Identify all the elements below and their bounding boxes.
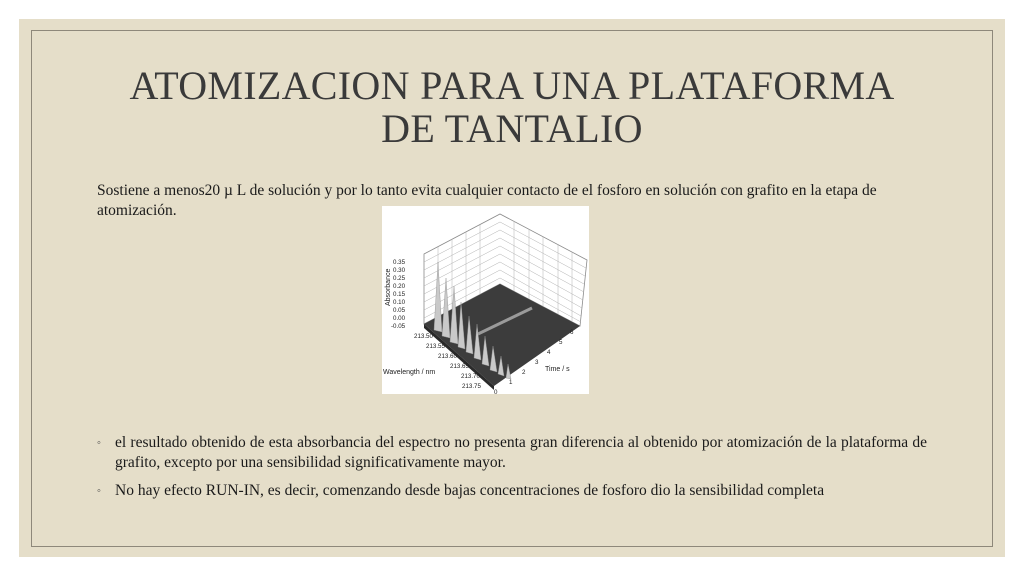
svg-text:213.50: 213.50 [414, 333, 433, 340]
svg-text:0.20: 0.20 [393, 283, 406, 290]
svg-text:0.00: 0.00 [393, 315, 406, 322]
slide [19, 19, 1005, 557]
svg-text:213.60: 213.60 [438, 353, 457, 360]
bullet-text: el resultado obtenido de esta absorbancia del espectro no presenta gran diferencia al obtenido por atomización de la plataforma de grafito, excepto por una sensibilidad significativamente mayor. [115, 434, 927, 471]
svg-text:0.35: 0.35 [393, 259, 406, 266]
svg-text:213.65: 213.65 [450, 363, 469, 370]
bullet-text: No hay efecto RUN-IN, es decir, comenzando desde bajas concentraciones de fosforo dio la sensibilidad completa [115, 482, 825, 499]
absorbance-3d-figure [382, 206, 589, 394]
svg-text:213.55: 213.55 [426, 343, 445, 350]
title-line-1: ATOMIZACION PARA UNA PLATAFORMA [129, 63, 895, 108]
svg-text:0.10: 0.10 [393, 299, 406, 306]
bullet-marker: ◦ [97, 485, 101, 497]
slide-title [19, 64, 1005, 150]
svg-text:2: 2 [522, 369, 526, 376]
svg-text:213.70: 213.70 [461, 373, 480, 380]
svg-text:4: 4 [547, 349, 551, 356]
svg-text:6: 6 [570, 329, 574, 336]
bullet-item [97, 433, 927, 473]
z-axis-label: Absorbance [385, 268, 392, 306]
svg-text:-0.05: -0.05 [391, 323, 406, 330]
bullet-item [97, 481, 927, 501]
bullet-list [97, 433, 927, 509]
time-axis-label: Time / s [545, 366, 570, 373]
svg-text:0.05: 0.05 [393, 307, 406, 314]
intro-text: Sostiene a menos20 µ L de solución y por lo tanto evita cualquier contacto de el fosforo en solución con grafito en la etapa de atomización. [97, 182, 877, 219]
z-tick-labels [391, 259, 406, 330]
svg-text:5: 5 [559, 339, 563, 346]
wavelength-axis-label: Wavelength / nm [383, 369, 436, 376]
title-line-2: DE TANTALIO [381, 106, 643, 151]
svg-text:0: 0 [494, 389, 498, 394]
absorbance-3d-plot [382, 206, 589, 394]
svg-text:0.15: 0.15 [393, 291, 406, 298]
svg-text:0.30: 0.30 [393, 267, 406, 274]
svg-text:213.75: 213.75 [462, 383, 481, 390]
bullet-marker: ◦ [97, 437, 101, 449]
svg-text:0.25: 0.25 [393, 275, 406, 282]
svg-text:1: 1 [509, 379, 513, 386]
svg-text:3: 3 [535, 359, 539, 366]
